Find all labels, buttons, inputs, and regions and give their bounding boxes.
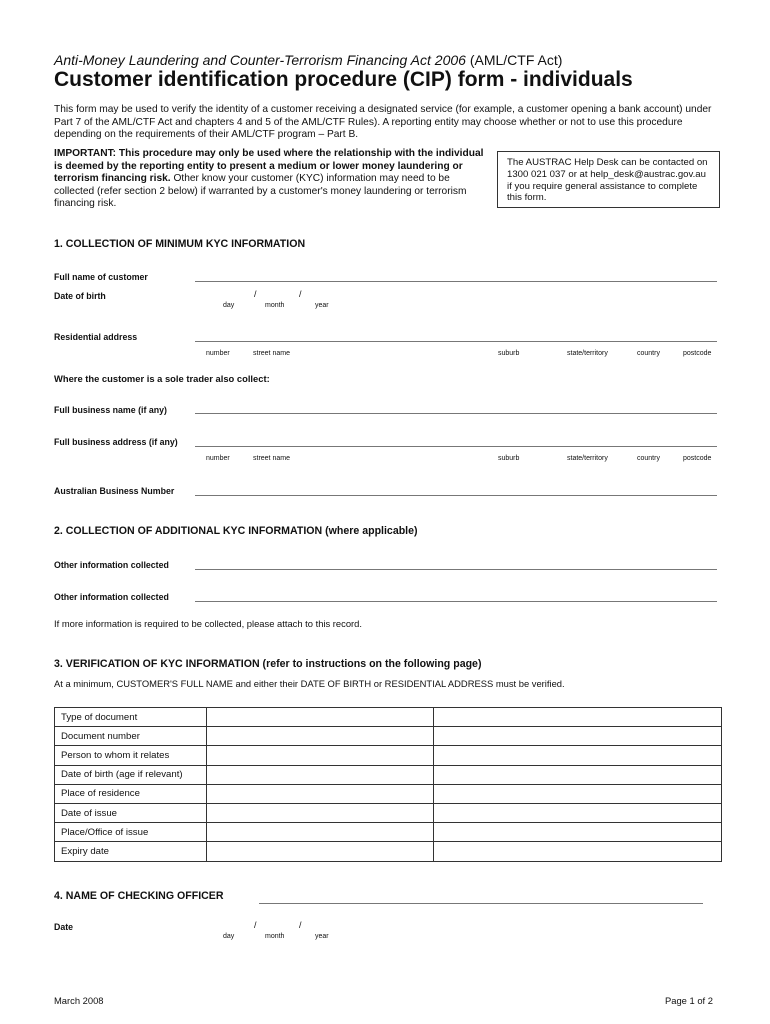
document-2-cell[interactable]: [434, 708, 722, 727]
other-info-label-2: Other information collected: [54, 592, 169, 602]
addr-state-hint: state/territory: [567, 350, 608, 357]
table-row: [55, 746, 722, 765]
document-2-cell[interactable]: [434, 727, 722, 746]
footer-date: March 2008: [54, 995, 104, 1006]
table-row: [55, 803, 722, 822]
intro-paragraph: This form may be used to verify the identity of a customer receiving a designated service (for example, a customer opening a bank account) under Part 7 of the AML/CTF Act and chapters 4 and 5 of the AML/CTF Rules). A reporting entity may choose whether or not to use this procedure depending on the requirements of their AML/CTF program – Part B.: [54, 104, 712, 141]
table-row: [55, 842, 722, 861]
document-1-cell[interactable]: [207, 842, 434, 861]
document-2-cell[interactable]: [434, 842, 722, 861]
table-row: [55, 727, 722, 746]
document-1-cell[interactable]: [207, 708, 434, 727]
checking-officer-field[interactable]: [259, 903, 703, 904]
addr-postcode-hint: postcode: [683, 350, 712, 357]
row-label: Date of issue: [55, 803, 207, 822]
section-2-heading: 2. COLLECTION OF ADDITIONAL KYC INFORMATION (where applicable): [54, 525, 418, 537]
other-info-field-1[interactable]: [195, 569, 717, 570]
addr-suburb-hint: suburb: [498, 350, 520, 357]
section-4-heading: 4. NAME OF CHECKING OFFICER: [54, 890, 224, 902]
date-separator-2: /: [299, 920, 302, 930]
other-info-label-1: Other information collected: [54, 560, 169, 570]
table-row: [55, 784, 722, 803]
section-3-heading: 3. VERIFICATION OF KYC INFORMATION (refer to instructions on the following page): [54, 658, 482, 670]
full-name-field[interactable]: [195, 281, 717, 282]
business-name-field[interactable]: [195, 413, 717, 414]
full-name-label: Full name of customer: [54, 272, 148, 282]
dob-month-hint: month: [265, 302, 285, 309]
abn-field[interactable]: [195, 495, 717, 496]
document-1-cell[interactable]: [207, 823, 434, 842]
baddr-number-hint: number: [206, 455, 230, 462]
important-notice: [54, 148, 486, 211]
business-address-field[interactable]: [195, 446, 717, 447]
baddr-state-hint: state/territory: [567, 455, 608, 462]
document-2-cell[interactable]: [434, 784, 722, 803]
verification-table: [54, 707, 722, 862]
addr-street-hint: street name: [253, 350, 290, 357]
row-label: Place of residence: [55, 784, 207, 803]
baddr-country-hint: country: [637, 455, 660, 462]
date-label: Date: [54, 922, 74, 932]
dob-separator-2: /: [299, 289, 302, 299]
date-day-hint: day: [223, 933, 235, 940]
date-year-hint: year: [315, 933, 329, 940]
date-separator-1: /: [254, 920, 257, 930]
abn-label: Australian Business Number: [54, 486, 175, 496]
document-1-cell[interactable]: [207, 746, 434, 765]
row-label: Person to whom it relates: [55, 746, 207, 765]
document-2-cell[interactable]: [434, 823, 722, 842]
document-1-cell[interactable]: [207, 784, 434, 803]
baddr-suburb-hint: suburb: [498, 455, 520, 462]
footer-page-number: Page 1 of 2: [665, 995, 713, 1006]
document-1-cell[interactable]: [207, 727, 434, 746]
business-address-label: Full business address (if any): [54, 437, 178, 447]
help-desk-box: The AUSTRAC Help Desk can be contacted on 1300 021 037 or at help_desk@austrac.gov.au if you require general assistance to complete this form.: [497, 151, 720, 208]
document-2-cell[interactable]: [434, 746, 722, 765]
addr-country-hint: country: [637, 350, 660, 357]
act-title: [54, 52, 562, 68]
important-plain-text: Other know your customer (KYC) information may need to be collected (refer section 2 below) if warranted by a customer's money laundering or terrorism financing risk.: [54, 173, 467, 210]
act-abbrev: (AML/CTF Act): [465, 52, 563, 68]
dob-separator-1: /: [254, 289, 257, 299]
row-label: Place/Office of issue: [55, 823, 207, 842]
document-2-cell[interactable]: [434, 765, 722, 784]
row-label: Date of birth (age if relevant): [55, 765, 207, 784]
baddr-street-hint: street name: [253, 455, 290, 462]
dob-field[interactable]: [206, 289, 336, 301]
document-1-cell[interactable]: [207, 803, 434, 822]
verification-note: At a minimum, CUSTOMER'S FULL NAME and either their DATE OF BIRTH or RESIDENTIAL ADDRESS must be verified.: [54, 678, 565, 689]
table-row: [55, 823, 722, 842]
date-month-hint: month: [265, 933, 285, 940]
row-label: Document number: [55, 727, 207, 746]
section-1-heading: 1. COLLECTION OF MINIMUM KYC INFORMATION: [54, 238, 306, 250]
row-label: Type of document: [55, 708, 207, 727]
document-2-cell[interactable]: [434, 803, 722, 822]
business-name-label: Full business name (if any): [54, 405, 167, 415]
page-title: Customer identification procedure (CIP) form - individuals: [54, 68, 633, 91]
table-row: [55, 708, 722, 727]
residential-address-field[interactable]: [195, 341, 717, 342]
dob-day-hint: day: [223, 302, 235, 309]
sole-trader-note: Where the customer is a sole trader also collect:: [54, 373, 270, 384]
dob-label: Date of birth: [54, 291, 106, 301]
important-bold-text: IMPORTANT: This procedure may only be used where the relationship with the individual is deemed by the reporting entity to present a medium or lower money laundering or terrorism financing risk.: [54, 148, 484, 185]
row-label: Expiry date: [55, 842, 207, 861]
act-name: Anti-Money Laundering and Counter-Terrorism Financing Act 2006: [54, 52, 466, 68]
attach-note: If more information is required to be collected, please attach to this record.: [54, 618, 362, 629]
baddr-postcode-hint: postcode: [683, 455, 712, 462]
document-1-cell[interactable]: [207, 765, 434, 784]
table-row: [55, 765, 722, 784]
dob-year-hint: year: [315, 302, 329, 309]
addr-number-hint: number: [206, 350, 230, 357]
other-info-field-2[interactable]: [195, 601, 717, 602]
officer-date-field[interactable]: [206, 920, 336, 932]
residential-address-label: Residential address: [54, 332, 138, 342]
